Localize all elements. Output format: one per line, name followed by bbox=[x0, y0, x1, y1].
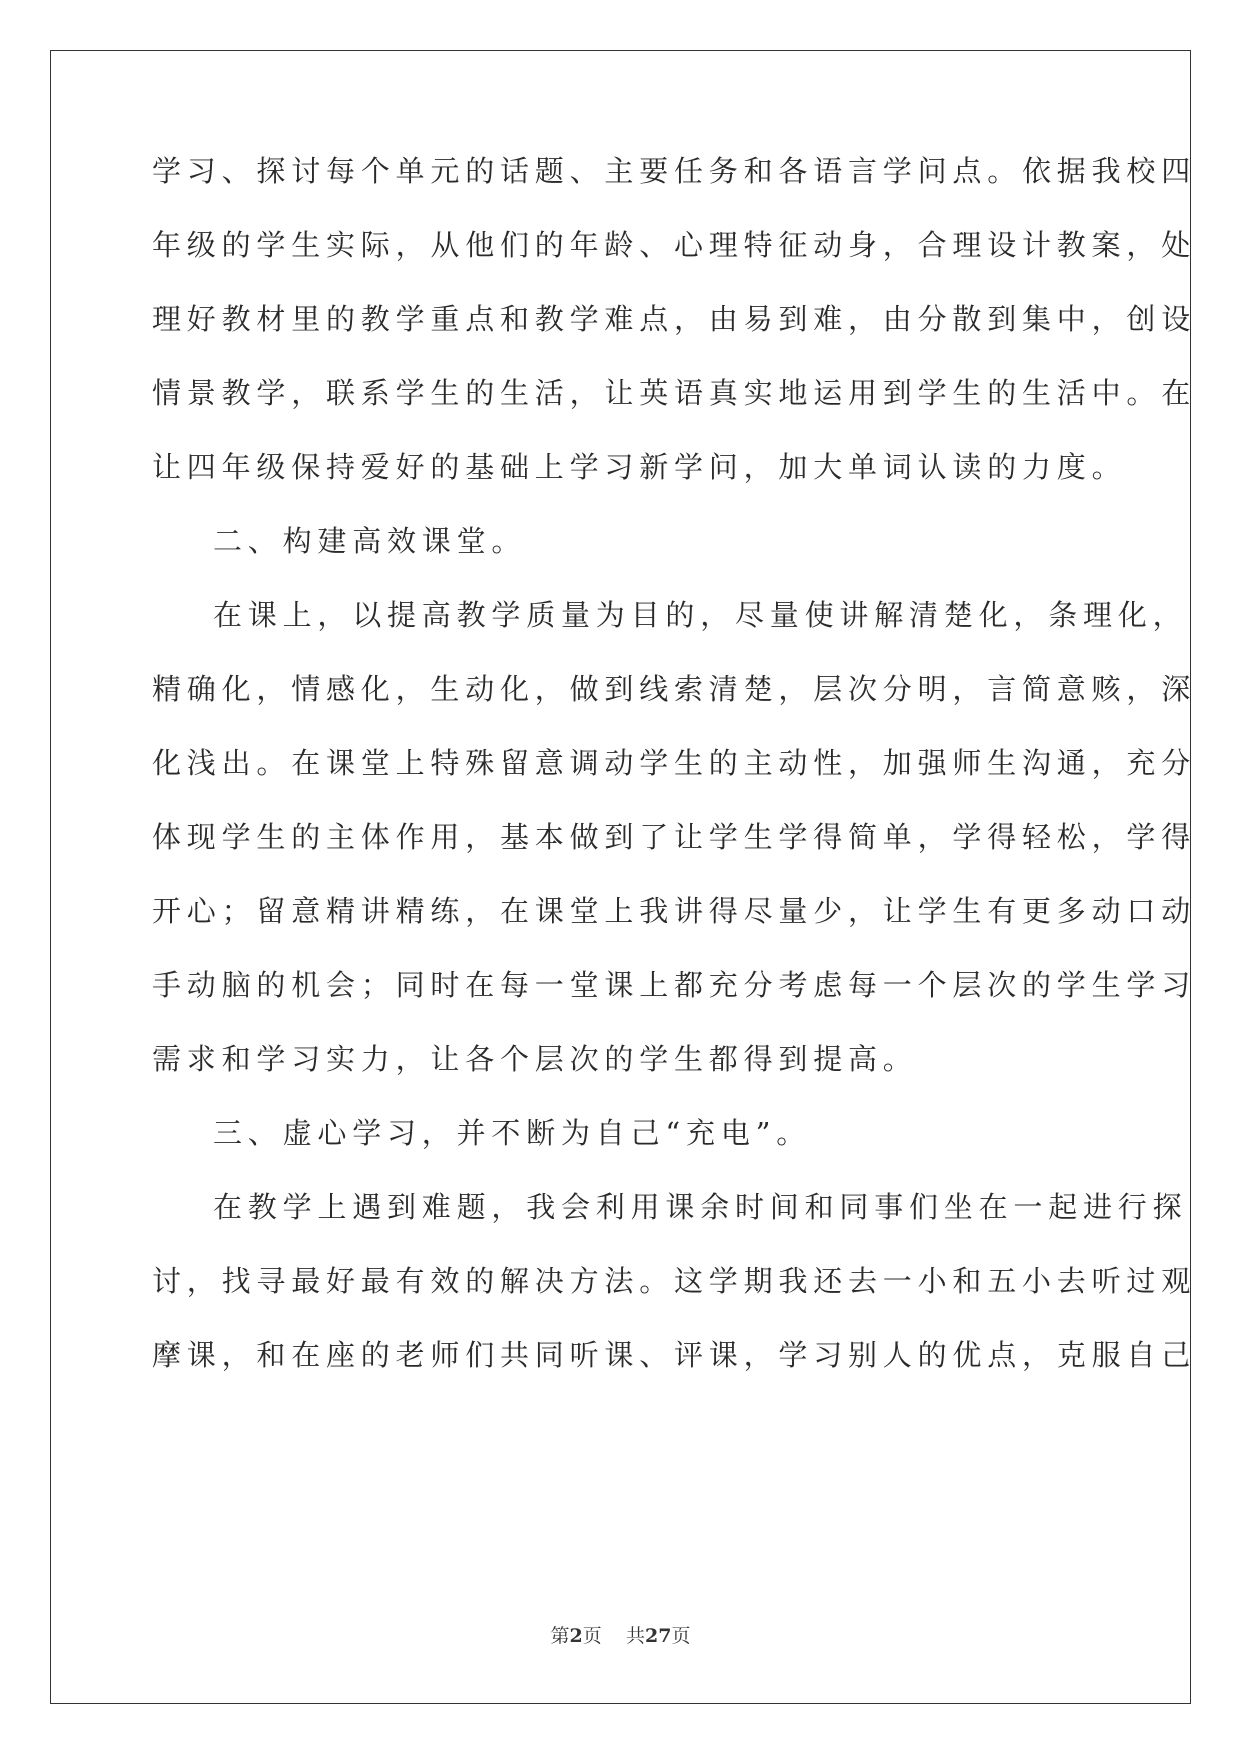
footer-total-prefix: 共 bbox=[625, 1625, 645, 1647]
footer-prefix: 第 bbox=[550, 1625, 570, 1647]
current-page-number: 2 bbox=[569, 1625, 583, 1647]
text-line: 让四年级保持爱好的基础上学习新学问，加大单词认读的力度。 bbox=[152, 450, 1127, 484]
footer-total-suffix: 页 bbox=[671, 1625, 691, 1647]
text-line: 年级的学生实际，从他们的年龄、心理特征动身，合理设计教案，处 bbox=[152, 228, 1197, 262]
text-line: 体现学生的主体作用，基本做到了让学生学得简单，学得轻松，学得 bbox=[152, 820, 1197, 854]
text-line: 情景教学，联系学生的生活，让英语真实地运用到学生的生活中。在 bbox=[152, 376, 1197, 410]
text-line: 需求和学习实力，让各个层次的学生都得到提高。 bbox=[152, 1042, 918, 1076]
section-heading: 三、虚心学习，并不断为自己“充电”。 bbox=[213, 1116, 812, 1150]
text-line: 化浅出。在课堂上特殊留意调动学生的主动性，加强师生沟通，充分 bbox=[152, 746, 1197, 780]
text-line: 学习、探讨每个单元的话题、主要任务和各语言学问点。依据我校四 bbox=[152, 154, 1197, 188]
text-line: 在教学上遇到难题，我会利用课余时间和同事们坐在一起进行探 bbox=[213, 1190, 1188, 1224]
section-heading: 二、构建高效课堂。 bbox=[213, 524, 527, 558]
page-footer bbox=[0, 1624, 1241, 1648]
text-line: 在课上，以提高教学质量为目的，尽量使讲解清楚化，条理化， bbox=[213, 598, 1188, 632]
text-line: 摩课，和在座的老师们共同听课、评课，学习别人的优点，克服自己 bbox=[152, 1338, 1197, 1372]
text-line: 开心；留意精讲精练，在课堂上我讲得尽量少，让学生有更多动口动 bbox=[152, 894, 1197, 928]
text-line: 手动脑的机会；同时在每一堂课上都充分考虑每一个层次的学生学习 bbox=[152, 968, 1197, 1002]
text-line: 理好教材里的教学重点和教学难点，由易到难，由分散到集中，创设 bbox=[152, 302, 1197, 336]
text-line: 讨，找寻最好最有效的解决方法。这学期我还去一小和五小去听过观 bbox=[152, 1264, 1197, 1298]
total-page-count: 27 bbox=[644, 1625, 672, 1647]
footer-page-suffix: 页 bbox=[582, 1625, 602, 1647]
text-line: 精确化，情感化，生动化，做到线索清楚，层次分明，言简意赅，深 bbox=[152, 672, 1197, 706]
